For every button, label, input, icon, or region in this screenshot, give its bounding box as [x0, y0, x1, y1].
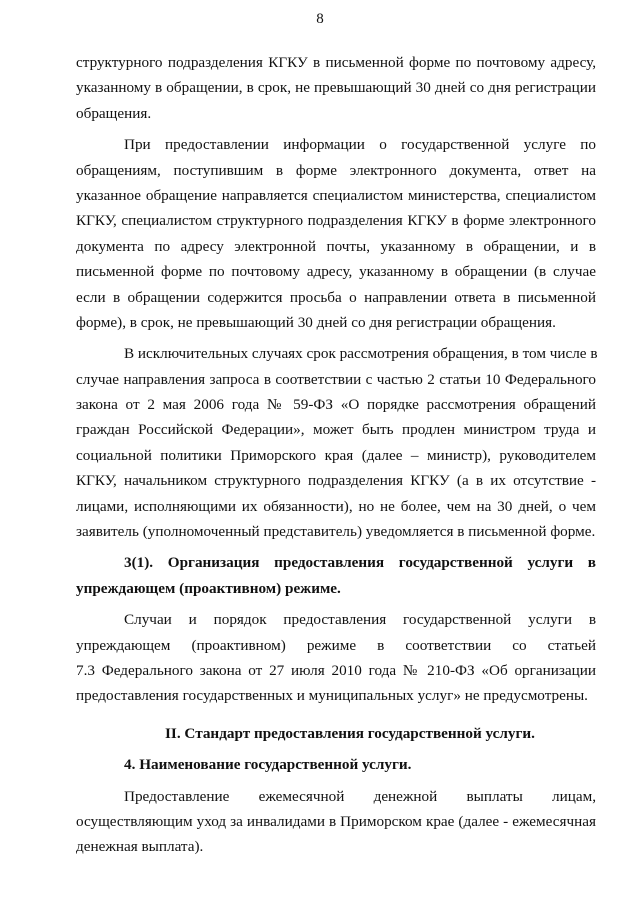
text-line: форме), в срок, не превышающий 30 дней со дня регистрации обращения. — [76, 313, 556, 331]
text-line: При предоставлении информации о государственной услуге по — [124, 136, 596, 154]
text-line: 7.3 Федерального закона от 27 июля 2010 года № 210-ФЗ «Об организации — [76, 661, 596, 679]
text-line: письменной форме по почтовому адресу, указанному в обращении (в случае — [76, 263, 596, 281]
text-line: граждан Российской Федерации», может быть продлен министром труда и — [76, 421, 596, 439]
text-line: документа по адресу электронной почты, указанному в обращении, и в — [76, 237, 596, 255]
text-line: обращениям, поступившим в форме электронного документа, ответ на — [76, 161, 596, 179]
text-line: лицами, исполняющими их обязанности), но не более, чем на 30 дней, о чем — [76, 497, 596, 515]
paragraph-4 — [76, 607, 596, 709]
text-line: В исключительных случаях срок рассмотрения обращения, в том числе в — [124, 345, 598, 363]
heading-line: 3(1). Организация предоставления государственной услуги в — [124, 554, 596, 572]
text-line: предоставления государственных и муниципальных услуг» не предусмотрены. — [76, 687, 588, 705]
paragraph-1 — [76, 50, 596, 126]
paragraph-5 — [76, 784, 596, 860]
heading-proactive-mode — [76, 550, 596, 601]
text-line: упреждающем (проактивном) режиме в соответствии со статьей — [76, 636, 596, 654]
page-number: 8 — [316, 11, 324, 27]
text-line: Предоставление ежемесячной денежной выплаты лицам, — [124, 787, 596, 805]
paragraph-3 — [76, 341, 596, 544]
text-line: КГКУ, специалистом структурного подразделения КГКУ в форме электронного — [76, 212, 596, 230]
document-body — [76, 50, 596, 860]
text-line: социальной политики Приморского края (далее – министр), руководителем — [76, 446, 596, 464]
text-line: осуществляющим уход за инвалидами в Приморском крае (далее - ежемесячная — [76, 812, 596, 830]
text-line: указанное обращение направляется специалистом министерства, специалистом — [76, 186, 596, 204]
heading-service-name: 4. Наименование государственной услуги. — [124, 756, 412, 774]
text-line: денежная выплата). — [76, 838, 204, 856]
text-line: структурного подразделения КГКУ в письменной форме по почтовому адресу, — [76, 54, 596, 71]
text-line: обращения. — [76, 104, 152, 122]
text-line: КГКУ, начальником структурного подразделения КГКУ (а в их отсутствие - — [76, 472, 596, 490]
section-title: II. Стандарт предоставления государственной услуги. — [165, 724, 535, 742]
text-line: закона от 2 мая 2006 года № 59-ФЗ «О порядке рассмотрения обращений — [76, 396, 596, 414]
text-line: указанному в обращении, в срок, не превышающий 30 дней со дня регистрации — [76, 79, 596, 97]
text-line: заявитель (уполномоченный представитель) уведомляется в письменной форме. — [76, 523, 596, 541]
text-line: если в обращении содержится просьба о направлении ответа в письменной — [76, 288, 596, 306]
paragraph-2 — [76, 132, 596, 335]
heading-line: упреждающем (проактивном) режиме. — [76, 579, 341, 597]
text-line: Случаи и порядок предоставления государственной услуги в — [124, 611, 596, 629]
text-line: случае направления запроса в соответствии с частью 2 статьи 10 Федерального — [76, 370, 596, 388]
